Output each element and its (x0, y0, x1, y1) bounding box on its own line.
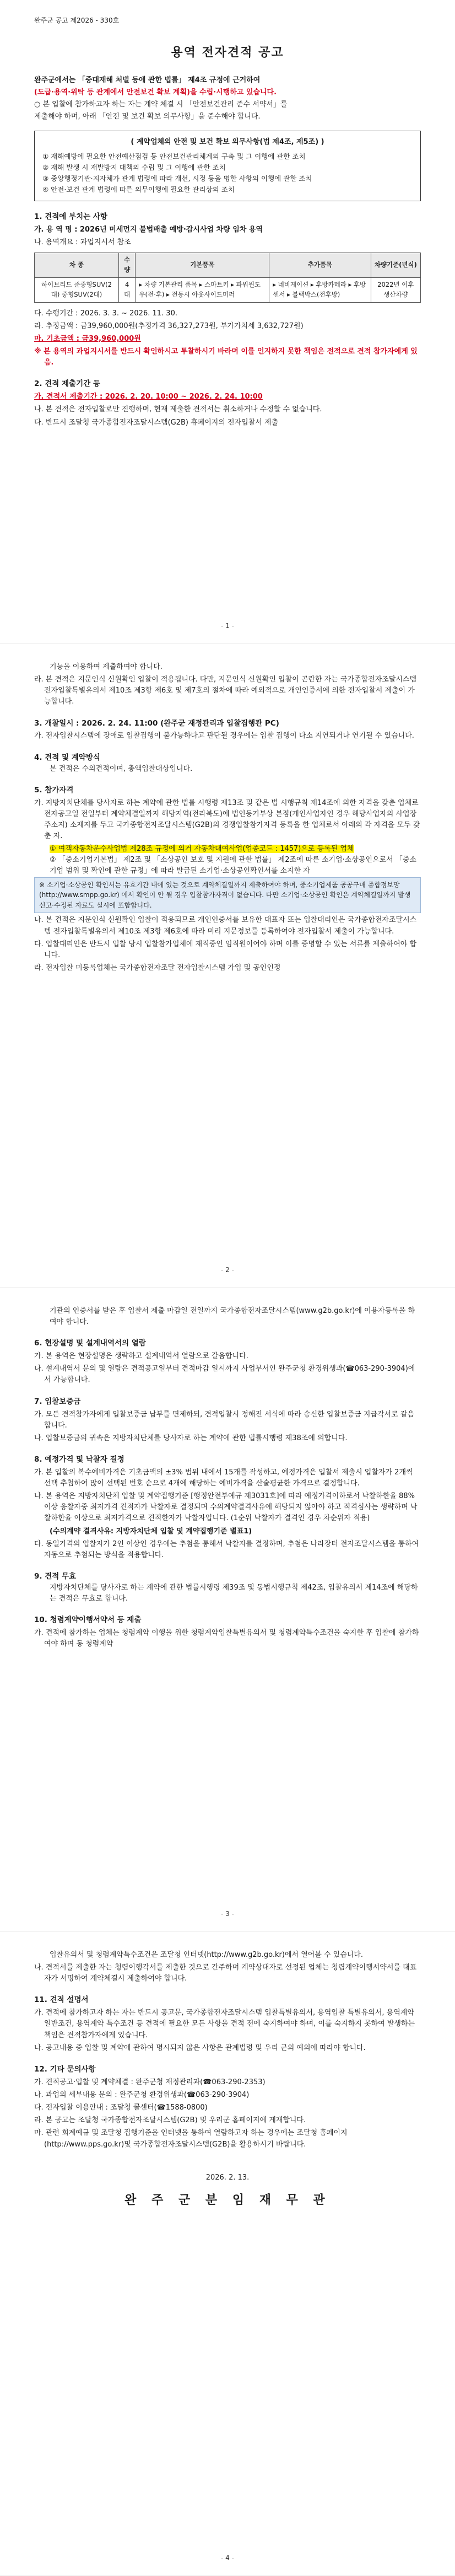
section-5-heading: 5. 참가자격 (34, 785, 74, 795)
intro-line-3: ○ 본 입찰에 참가하고자 하는 자는 계약 체결 시 「안전보건관리 준수 서약서」를 (34, 100, 288, 109)
invalid-bid-note: 지방자치단체를 당사자로 하는 계약에 관한 법률시행령 제39조 및 동법시행규칙 제42조, 입찰유의서 제14조에 해당하는 견적은 무효로 합니다. (50, 1583, 418, 1603)
disqualification-reference: (수의계약 결격사유: 지방자치단체 입찰 및 계약집행기준 별표1) (50, 1527, 252, 1536)
section-11-heading: 11. 견적 설명서 (34, 1995, 89, 2005)
service-overview: 나. 용역개요 : 과업지시서 참조 (34, 238, 131, 247)
section-9-heading: 9. 견적 무효 (34, 1572, 77, 1581)
section-8-heading: 8. 예정가격 및 낙찰자 결정 (34, 1455, 124, 1464)
page-number: - 4 - (221, 2554, 234, 2562)
table-header: 차량기준(년식) (371, 253, 420, 278)
table-header: 수량 (119, 253, 136, 278)
section-1-heading: 1. 견적에 부치는 사항 (34, 212, 107, 222)
service-name: 가. 용 역 명 : 2026년 미세먼지 불법배출 예방·감시사업 차량 임차 용역 (34, 226, 263, 234)
bid-agent-note: 다. 입찰대리인은 반드시 입찰 당시 입찰참가업체에 재직중인 임직원이어야 하며 이를 증명할 수 있는 서류를 제출하여야 합니다. (34, 940, 417, 959)
other-matters: 나. 공고내용 중 입찰 및 계약에 관하여 명시되지 않은 사항은 관계법령 및 우리 군의 예의에 따라야 합니다. (34, 2043, 366, 2052)
site-briefing-note: 가. 본 용역은 현장설명은 생략하고 설계내역서 열람으로 갈음합니다. (34, 1352, 248, 1361)
document-title: 용역 전자견적 공고 (171, 45, 284, 60)
award-criteria: 나. 본 용역은 지방자치단체 입찰 및 계약집행기준 [행정안전부예규 제3031호]에 따라 예정가격이하로서 낙찰하한율 88%이상 응찰자중 최저가격 견적자가 낙찰자로 결정되며 수의계약결격사유에 해당되지 않아야 하고 적격심사는 생략하며 낙찰하한율 이상으로 최저가격으로 견적한자가 낙찰자입니다. (1순위 낙찰자가 결격인 경우 차순위자 적용) (34, 1492, 418, 1523)
duty-item: ④ 안전·보건 관계 법령에 따른 의무이행에 필요한 관리상의 조치 (42, 185, 235, 194)
qualification-1: ① 여객자동차운수사업법 제28조 규정에 의거 자동차대여사업(업종코드 : 1457)으로 등록된 업체 (50, 845, 354, 854)
duty-box-title: ( 계약업체의 안전 및 보건 확보 의무사항(법 제4조, 제5조) ) (131, 138, 324, 147)
notice-date: 2026. 2. 13. (205, 2173, 250, 2182)
intro-paragraph (34, 74, 421, 123)
section-3-heading: 3. 개찰일시 : 2026. 2. 24. 11:00 (완주군 재정관리과 입찰집행관 PC) (34, 718, 279, 728)
integrity-pledge-note: 나. 견적서를 제출한 자는 청렴이행각서를 제출한 것으로 간주하며 계약상대자로 선정된 업체는 청렴계약이행서약서를 대표자가 서명하여 계약체결시 제출하여야 합니다. (34, 1963, 417, 1983)
qualification-note: ※ 소기업·소상공인 확인서는 유효기간 내에 있는 것으로 계약체결일까지 제출하여야 하며, 중소기업제품 공공구매 종합정보망(http://www.smpp.go.kr) 에서 확인이 안 될 경우 입찰참가자격이 없습니다. 다만 소기업·소상공인 확인은 계약체결일까지 발생 신고·수정된 자료도 실시에 포함합니다. (34, 877, 421, 914)
page-4 (0, 1932, 455, 2576)
table-header: 기본품목 (136, 253, 269, 278)
page-number: - 1 - (221, 622, 234, 630)
page-1 (0, 0, 455, 644)
section-4-heading: 4. 견적 및 계약방식 (34, 753, 100, 762)
table-cell: ▸ 차량 기본관리 품목 ▸ 스마트키 ▸ 파워윈도우(전·후) ▸ 전동시 아웃사이드미러 (136, 278, 269, 303)
integrity-contract-note-cont: 입찰유의서 및 청렴계약특수조건은 조달청 인터넷(http://www.g2b.go.kr)에서 열어볼 수 있습니다. (50, 1951, 364, 1959)
page-3 (0, 1288, 455, 1932)
section-2-heading: 2. 견적 제출기간 등 (34, 379, 100, 389)
qualification-2: ② 「중소기업기본법」 제2조 및 「소상공인 보호 및 지원에 관한 법률」 제2조에 따른 소기업·소상공인으로서 「중소기업 범위 및 확인에 관한 규정」에 따라 발급된 소기업·소상공인확인서를 소지한 자 (50, 856, 416, 876)
g2b-submission-note: 다. 반드시 조달청 국가종합전자조달시스템(G2B) 휴페이지의 전자입찰서 제출 (34, 418, 279, 427)
intro-line-2: (도급·용역·위탁 등 관계에서 안전보건 확보 계획)을 수립·시행하고 있습니다. (34, 88, 277, 96)
bid-bond-attribution: 나. 입찰보증금의 귀속은 지방자치단체를 당사자로 하는 계약에 관한 법률시행령 제38조에 의합니다. (34, 1434, 348, 1442)
intro-line-4: 제출해야 하며, 아래 「안전 및 보건 확보 의무사항」을 준수해야 합니다. (34, 112, 261, 121)
table-cell: 하이브리드 준중형SUV(2대) 중형SUV(2대) (35, 278, 119, 303)
table-cell: ▸ 네비게이션 ▸ 후방카메라 ▸ 후방센서 ▸ 블랙박스(전후방) (269, 278, 371, 303)
vehicle-spec-table (34, 253, 421, 302)
table-cell: 2022년 이후 생산차량 (371, 278, 420, 303)
section-10-heading: 10. 청렴계약이행서약서 등 제출 (34, 1616, 142, 1625)
opening-delay-note: 가. 전자입찰시스템에 장애로 입찰집행이 불가능하다고 판단될 경우에는 입찰 집행이 다소 지연되거나 연기될 수 있습니다. (34, 732, 414, 740)
base-amount: 마. 기초금액 : 금39,960,000원 (34, 334, 141, 343)
intro-line-1: 완주군에서는 「중대재해 처벌 등에 관한 법률」 제4조 규정에 근거하여 (34, 76, 261, 84)
electronic-bid-note: 나. 본 견적은 전자입찰로만 진행하며, 현재 제출한 견적서는 취소하거나 수정할 수 없습니다. (34, 405, 322, 414)
integrity-contract-note: 가. 견적에 참가하는 업체는 청렴계약 이행을 위한 청렴계약입찰특별유의서 및 청렴계약특수조건을 숙지한 후 입찰에 참가하여야 하며 동 청렴계약 (34, 1629, 419, 1649)
contact-environment: 나. 과업의 세부내용 문의 : 완주군청 환경위생과(☎063-290-3904) (34, 2090, 250, 2099)
contract-method: 본 견적은 수의견적이며, 총액입찰대상입니다. (50, 764, 193, 773)
g2b-submission-note-cont: 기능을 이용하여 제출하여야 합니다. (50, 663, 162, 671)
duty-item: ① 재해예방에 필요한 안전예산점검 등 안전보건관리체계의 구축 및 그 이행에 관한 조치 (42, 152, 306, 161)
notice-number: 완주군 공고 제2026 - 330호 (34, 17, 120, 24)
publication-note: 라. 본 공고는 조달청 국가종합전자조달시스템(G2B) 및 우리군 홈페이지에 게재합니다. (34, 2116, 306, 2125)
section-12-heading: 12. 기타 문의사항 (34, 2064, 96, 2074)
design-inquiry-note: 나. 설계내역서 문의 및 열람은 견적공고일부터 견적마감 일시까지 사업부서인 완주군청 환경위생과(☎063-290-3904)에서 가능합니다. (34, 1365, 415, 1384)
service-period: 다. 수행기간 : 2026. 3. 3. ~ 2026. 11. 30. (34, 309, 177, 318)
table-header: 차 종 (35, 253, 119, 278)
fingerprint-note: 라. 본 견적은 지문인식 신원확인 입찰이 적용됩니다. 다만, 지문인식 신원확인 입찰이 곤란한 자는 국가종합전자조달시스템 전자입찰특별유의서 제10조 제3항 제6호 및 제7호의 절차에 따라 예외적으로 개인인증서에 의한 전자입찰서 제출이 가능합니다. (34, 675, 417, 706)
submission-period: 가. 견적서 제출기간 : 2026. 2. 20. 10:00 ~ 2026. 2. 24. 10:00 (34, 393, 263, 401)
duty-item: ② 재해 발생 시 재발방지 대책의 수립 및 그 이행에 관한 조치 (42, 163, 226, 172)
reserve-price-note: 가. 본 입찰의 복수예비가격은 기초금액의 ±3% 범위 내에서 15개를 작성하고, 예정가격은 입찰서 제출시 입찰자가 2개씩 선택 추첨하여 많이 선택된 번호 순으로 4개에 해당하는 예비가격을 산술평균한 가격으로 결정합니다. (34, 1468, 413, 1488)
section-6-heading: 6. 현장설명 및 설계내역서의 열람 (34, 1339, 146, 1348)
table-header: 추가품목 (269, 253, 371, 278)
bidder-responsibility: 가. 견적에 참가하고자 하는 자는 반드시 공고문, 국가종합전자조달시스템 입찰특별유의서, 용역입찰 특별유의서, 용역계약 일반조건, 용역계약 특수조건 등 견적에 필요한 모든 사항을 견적 전에 숙지하여야 하며, 이를 숙지하지 못하여 발생하는 책임은 견적참가자에게 있습니다. (34, 2009, 415, 2040)
contact-finance: 가. 견적공고·입찰 및 계약체결 : 완주군청 재정관리과(☎063-290-2353) (34, 2078, 266, 2086)
qualification-main: 가. 지방자치단체를 당사자로 하는 계약에 관한 법률 시행령 제13조 및 같은 법 시행규칙 제14조에 의한 자격을 갖춘 업체로 전자공고일 전일부터 계약체결일까지 해당지역(전라북도)에 법인등기부상 본점(개인사업자인 경우 해당사업자의 사업장 주소지) 소재지를 두고 국가종합전자조달시스템(G2B)의 경쟁입찰참가자격 등록을 한 업체로서 아래의 각 자격을 모두 갖춘 자. (34, 798, 420, 841)
table-cell: 4대 (119, 278, 136, 303)
duty-item: ③ 중앙행정기관·지자체가 관계 법령에 따라 개선, 시정 등을 명한 사항의 이행에 관한 조치 (42, 174, 312, 183)
estimated-amount: 라. 추정금액 : 금39,960,000원(추정가격 36,327,273원, 부가가치세 3,632,727원) (34, 321, 304, 330)
fingerprint-registration: 나. 본 견적은 지문인식 신원확인 입찰이 적용되므로 개인인증서를 보유한 대표자 또는 입찰대리인은 국가종합전자조달시스템 전자입찰특별유의서 제10조 제3항 제6호에 따라 미리 지문정보를 등록하여야 전자입찰서 제출이 가능합니다. (34, 916, 417, 936)
table-row (35, 278, 421, 303)
bid-bond-exemption: 가. 모든 견적참가자에게 입찰보증금 납부를 면제하되, 견적입찰시 정해진 서식에 따라 송신한 입찰보증금 지급각서로 갈음합니다. (34, 1410, 414, 1430)
task-warning: ※ 본 용역의 과업지시서를 반드시 확인하시고 투찰하시기 바라며 이를 인지하지 못한 책임은 전적으로 견적 참가자에게 있음. (34, 347, 418, 367)
page-2 (0, 644, 455, 1288)
page-number: - 2 - (221, 1266, 234, 1274)
section-7-heading: 7. 입찰보증금 (34, 1397, 81, 1406)
duty-box (34, 131, 421, 201)
regulation-link-note: 마. 관련 회계예규 및 조달청 집행기준을 인터넷을 통하여 열람하고자 하는 경우에는 조달청 홈페이지(http://www.pps.go.kr)및 국가종합전자조달시스템(G2B)을 활용하시기 바랍니다. (34, 2129, 348, 2149)
tie-break-note: 다. 동일가격의 입찰자가 2인 이상인 경우에는 추첨을 통해서 낙찰자를 결정하며, 추첨은 나라장터 전자조달시스템을 통하여 자동으로 추첨되는 방식을 적용합니다. (34, 1539, 419, 1559)
page-number: - 3 - (221, 1910, 234, 1918)
issuing-organization: 완 주 군 분 임 재 무 관 (124, 2193, 331, 2207)
unregistered-note-cont: 기관의 인증서를 받은 후 입찰서 제출 마감일 전일까지 국가종합전자조달시스템(www.g2b.go.kr)에 이용자등록을 하여야 합니다. (50, 1307, 415, 1327)
contact-call-center: 다. 전자입찰 이용안내 : 조달청 콜센터(☎1588-0800) (34, 2103, 208, 2112)
unregistered-note: 라. 전자입찰 미등록업체는 국가종합전자조달 전자입찰시스템 가입 및 공인인정 (34, 963, 281, 972)
